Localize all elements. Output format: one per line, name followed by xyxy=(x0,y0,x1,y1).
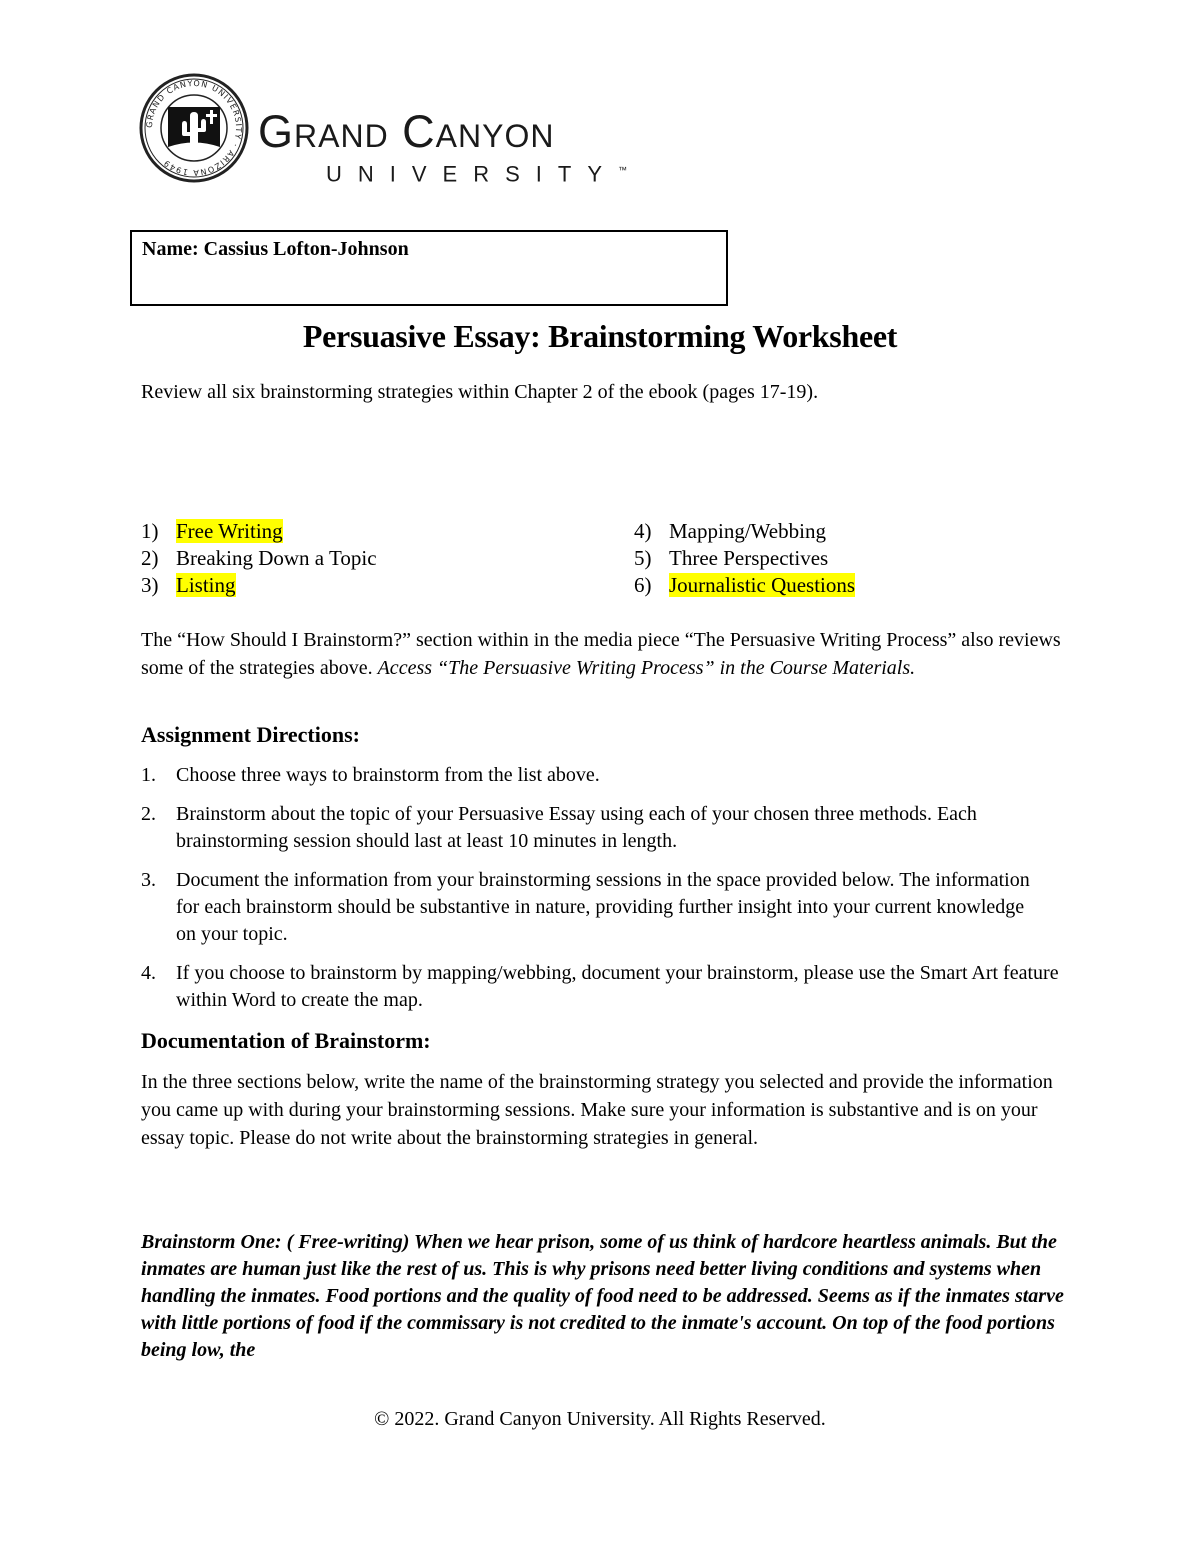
direction-text: If you choose to brainstorm by mapping/webbing, document your brainstorm, please use the Smart Art feature within Word to create the map. xyxy=(176,962,1059,1011)
intro-text: Review all six brainstorming strategies within Chapter 2 of the ebook (pages 17-19). xyxy=(141,381,819,403)
direction-item xyxy=(141,867,1081,948)
direction-number: 3. xyxy=(141,869,156,891)
wordmark-university: UNIVERSITY xyxy=(326,161,619,187)
documentation-heading: Documentation of Brainstorm: xyxy=(141,1028,431,1053)
seal-text: GRAND CANYON UNIVERSITY · ARIZONA 1949 xyxy=(144,78,244,178)
strategy-item xyxy=(141,545,377,572)
name-box[interactable] xyxy=(130,230,728,306)
strategy-number: 5) xyxy=(634,546,652,570)
strategy-label: Free Writing xyxy=(176,519,283,543)
strategy-number: 6) xyxy=(634,573,652,597)
strategy-number: 2) xyxy=(141,546,159,570)
direction-number: 2. xyxy=(141,803,156,825)
strategy-item xyxy=(141,518,283,545)
strategy-label: Journalistic Questions xyxy=(669,573,856,597)
copyright-footer: © 2022. Grand Canyon University. All Rights Reserved. xyxy=(374,1408,826,1430)
student-name: Name: Cassius Lofton-Johnson xyxy=(142,238,409,260)
page-title: Persuasive Essay: Brainstorming Worksheet xyxy=(302,318,898,354)
media-paragraph-italic: Access “The Persuasive Writing Process” in the Course Materials. xyxy=(377,657,916,679)
media-paragraph xyxy=(141,626,1071,682)
wordmark-line2 xyxy=(326,156,627,188)
strategy-item xyxy=(634,572,855,599)
direction-item xyxy=(141,801,1081,855)
direction-number: 1. xyxy=(141,764,156,786)
direction-item xyxy=(141,762,1081,789)
documentation-text: In the three sections below, write the name of the brainstorming strategy you selected and provide the information you came up with during your brainstorming sessions. Make sure your information is substantive and is on your essay topic. Please do not write about the brainstorming strategies in general. xyxy=(141,1071,1053,1149)
assignment-heading: Assignment Directions: xyxy=(141,722,360,747)
brainstorm-one: Brainstorm One: ( Free-writing) When we hear prison, some of us think of hardcore heartless animals. But the inmates are human just like the rest of us. This is why prisons need better living conditions and systems when handling the inmates. Food portions and the quality of food need to be addressed. Seems as if the inmates starve with little portions of food if the commissary is not credited to the inmate's account. On top of the food portions being low, the xyxy=(141,1231,1064,1361)
strategy-item xyxy=(141,572,236,599)
strategy-label: Mapping/Webbing xyxy=(669,519,826,543)
trademark-symbol: ™ xyxy=(618,165,628,175)
university-seal-icon xyxy=(138,72,250,184)
gcu-logo xyxy=(138,72,658,187)
media-paragraph-text: The “How Should I Brainstorm?” section within in the media piece “The Persuasive Writing Process” also reviews some of the strategies above. xyxy=(141,629,1061,679)
strategy-number: 1) xyxy=(141,519,159,543)
strategy-label: Breaking Down a Topic xyxy=(176,546,377,570)
strategy-item xyxy=(634,545,828,572)
strategy-label: Listing xyxy=(176,573,236,597)
strategy-label: Three Perspectives xyxy=(669,546,829,570)
direction-item xyxy=(141,960,1081,1014)
direction-text: Choose three ways to brainstorm from the list above. xyxy=(176,764,600,786)
strategy-number: 4) xyxy=(634,519,652,543)
direction-text: Brainstorm about the topic of your Persuasive Essay using each of your chosen three methods. Each brainstorming session should last at least 10 minutes in length. xyxy=(176,803,977,852)
strategy-number: 3) xyxy=(141,573,159,597)
wordmark xyxy=(258,108,627,188)
direction-number: 4. xyxy=(141,962,156,984)
wordmark-line1: Grand Canyon xyxy=(258,106,555,157)
strategy-item xyxy=(634,518,826,545)
direction-text: Document the information from your brainstorming sessions in the space provided below. The information for each brainstorm should be substantive in nature, providing further insight into your current knowledge on your topic. xyxy=(176,869,1030,945)
